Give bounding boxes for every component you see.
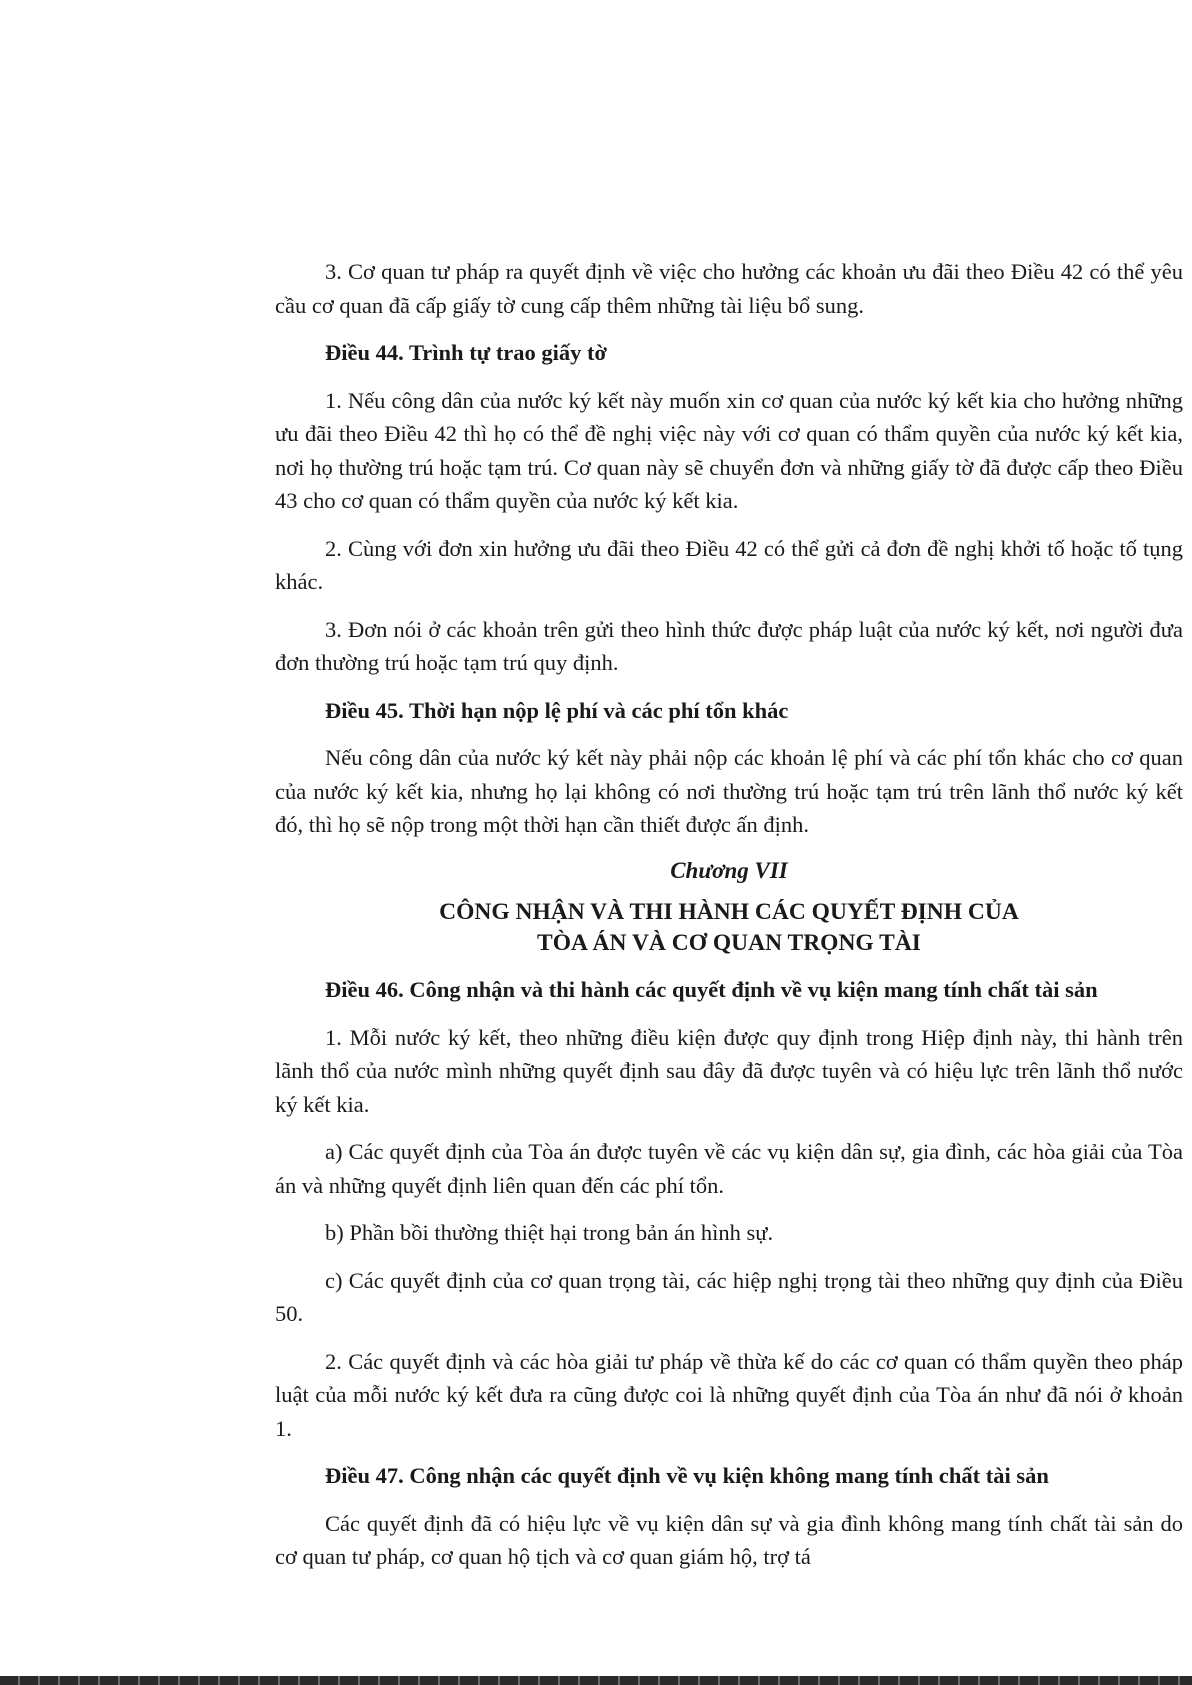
- article-46-clause-1a: a) Các quyết định của Tòa án được tuyên về các vụ kiện dân sự, gia đình, các hòa giải của Tòa án và những quyết định liên quan đến các phí tổn.: [275, 1139, 1183, 1198]
- article-47-body: Các quyết định đã có hiệu lực về vụ kiện dân sự và gia đình không mang tính chất tài sản do cơ quan tư pháp, cơ quan hộ tịch và cơ quan giám hộ, trợ tá: [275, 1510, 1183, 1569]
- chapter-title: [275, 897, 1183, 959]
- article-46-clause-1b: b) Phần bồi thường thiệt hại trong bản án hình sự.: [325, 1220, 774, 1245]
- chapter-title-line-1: CÔNG NHẬN VÀ THI HÀNH CÁC QUYẾT ĐỊNH CỦA: [439, 899, 1019, 925]
- document-page: [275, 255, 1183, 1574]
- chapter-label: Chương VII: [670, 857, 788, 883]
- article-46-clause-2: 2. Các quyết định và các hòa giải tư pháp về thừa kế do các cơ quan có thẩm quyền theo pháp luật của mỗi nước ký kết đưa ra cũng được coi là những quyết định của Tòa án như đã nói ở khoản 1.: [275, 1348, 1183, 1441]
- article-43-clause-3: 3. Cơ quan tư pháp ra quyết định về việc cho hưởng các khoản ưu đãi theo Điều 42 có thể yêu cầu cơ quan đã cấp giấy tờ cung cấp thêm những tài liệu bổ sung.: [275, 259, 1183, 318]
- article-44-clause-2: 2. Cùng với đơn xin hưởng ưu đãi theo Điều 42 có thể gửi cả đơn đề nghị khởi tố hoặc tố tụng khác.: [275, 535, 1183, 594]
- article-44-clause-1: 1. Nếu công dân của nước ký kết này muốn xin cơ quan của nước ký kết kia cho hưởng những ưu đãi theo Điều 42 thì họ có thể đề nghị việc này với cơ quan có thẩm quyền của nước ký kết kia, nơi họ thường trú hoặc tạm trú. Cơ quan này sẽ chuyển đơn và những giấy tờ đã được cấp theo Điều 43 cho cơ quan có thẩm quyền của nước ký kết kia.: [275, 387, 1183, 513]
- article-44-clause-3: 3. Đơn nói ở các khoản trên gửi theo hình thức được pháp luật của nước ký kết, nơi người đưa đơn thường trú hoặc tạm trú quy định.: [275, 616, 1183, 675]
- article-46-clause-1: 1. Mỗi nước ký kết, theo những điều kiện được quy định trong Hiệp định này, thi hành trên lãnh thổ của nước mình những quyết định sau đây đã được tuyên và có hiệu lực trên lãnh thổ nước ký kết kia.: [275, 1024, 1183, 1117]
- article-46-clause-1c: c) Các quyết định của cơ quan trọng tài, các hiệp nghị trọng tài theo những quy định của Điều 50.: [275, 1267, 1183, 1326]
- article-47-heading: Điều 47. Công nhận các quyết định về vụ kiện không mang tính chất tài sản: [325, 1463, 1049, 1488]
- article-45-heading: Điều 45. Thời hạn nộp lệ phí và các phí tổn khác: [325, 697, 789, 723]
- article-46-heading: Điều 46. Công nhận và thi hành các quyết định về vụ kiện mang tính chất tài sản: [325, 977, 1098, 1002]
- chapter-title-line-2: TÒA ÁN VÀ CƠ QUAN TRỌNG TÀI: [537, 930, 921, 956]
- article-44-heading: Điều 44. Trình tự trao giấy tờ: [325, 340, 607, 365]
- article-45-body: Nếu công dân của nước ký kết này phải nộp các khoản lệ phí và các phí tổn khác cho cơ quan của nước ký kết kia, nhưng họ lại không có nơi thường trú hoặc tạm trú trên lãnh thổ nước ký kết đó, thì họ sẽ nộp trong một thời hạn cần thiết được ấn định.: [275, 745, 1183, 837]
- scan-bottom-edge: [0, 1676, 1192, 1685]
